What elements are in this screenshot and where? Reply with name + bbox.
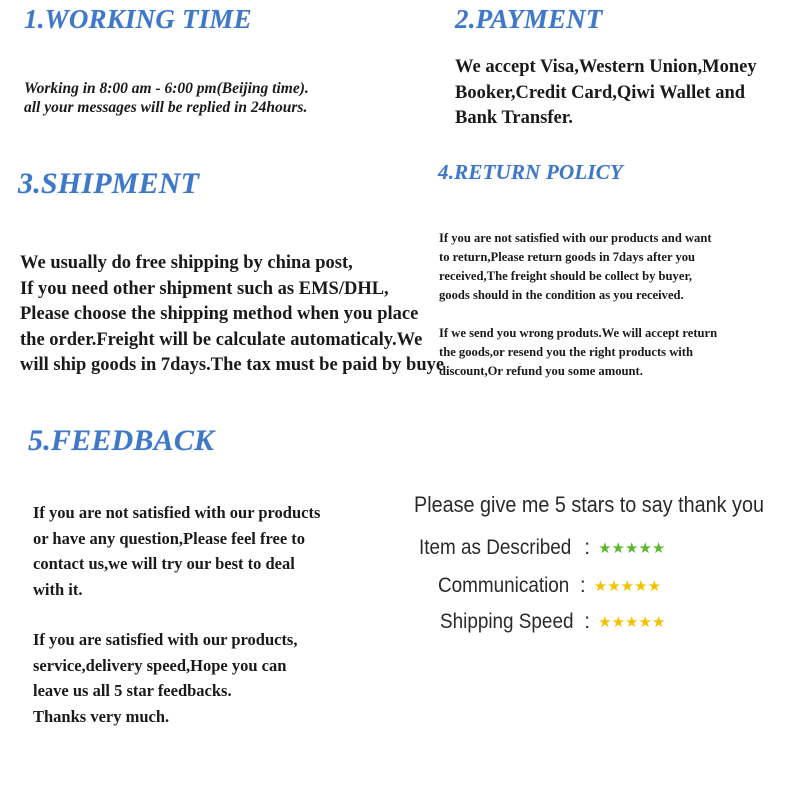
working-time-line: Working in 8:00 am - 6:00 pm(Beijing time). — [24, 80, 309, 97]
shipment-text — [20, 251, 444, 379]
shipment-line: the order.Freight will be calculate automaticaly.We — [20, 329, 423, 350]
working-time-heading: 1.WORKING TIME — [24, 4, 252, 34]
star-rating — [598, 538, 666, 557]
star-icon: ★ — [624, 538, 639, 557]
star-rating — [593, 576, 662, 595]
rating-request-title: Please give me 5 stars to say thank you — [414, 492, 764, 517]
return-policy-paragraph-2 — [439, 324, 717, 381]
star-icon: ★ — [638, 538, 652, 557]
return-policy-heading: 4.RETURN POLICY — [438, 160, 624, 184]
rating-row-item-as-described — [419, 536, 665, 560]
return-policy-line: If we send you wrong produts.We will accept return — [439, 326, 718, 340]
rating-colon: : — [584, 536, 591, 559]
feedback-line: Thanks very much. — [33, 706, 170, 726]
return-policy-line: discount,Or refund you some amount. — [439, 364, 643, 378]
payment-line: Booker,Credit Card,Qiwi Wallet and — [455, 82, 746, 103]
rating-label: Shipping Speed — [440, 610, 574, 633]
return-policy-line: to return,Please return goods in 7days after you — [439, 250, 696, 264]
working-time-line: all your messages will be replied in 24hours. — [24, 99, 308, 116]
shipment-line: Please choose the shipping method when you place — [20, 304, 419, 324]
star-icon: ★ — [607, 576, 621, 595]
star-icon: ★ — [651, 612, 666, 631]
feedback-line: with it. — [33, 579, 83, 599]
rating-colon: : — [584, 610, 591, 633]
shipment-line: If you need other shipment such as EMS/DHL, — [20, 278, 389, 299]
feedback-line: If you are satisfied with our products, — [33, 630, 298, 649]
return-policy-line: goods should in the condition as you received. — [439, 288, 684, 302]
payment-line: We accept Visa,Western Union,Money — [455, 57, 757, 77]
feedback-heading: 5.FEEDBACK — [28, 424, 215, 457]
rating-label: Item as Described — [419, 536, 572, 559]
star-icon: ★ — [638, 612, 652, 631]
shipment-heading: 3.SHIPMENT — [18, 167, 200, 200]
star-icon: ★ — [647, 576, 662, 595]
feedback-paragraph-1 — [33, 500, 320, 602]
star-icon: ★ — [634, 576, 648, 595]
payment-heading: 2.PAYMENT — [455, 4, 603, 34]
feedback-line: leave us all 5 star feedbacks. — [33, 681, 232, 700]
return-policy-line: If you are not satisfied with our products and want — [439, 231, 712, 245]
return-policy-line: received,The freight should be collect by buyer, — [439, 269, 693, 283]
return-policy-paragraph-1 — [439, 229, 712, 305]
star-icon: ★ — [611, 538, 625, 557]
feedback-line: service,delivery speed,Hope you can — [33, 655, 287, 675]
working-time-text — [24, 79, 309, 117]
feedback-line: or have any question,Please feel free to — [33, 528, 306, 548]
payment-text — [455, 55, 757, 132]
rating-row-shipping-speed — [440, 610, 665, 634]
shipment-line: will ship goods in 7days.The tax must be paid by buye — [20, 355, 445, 375]
payment-line: Bank Transfer. — [455, 108, 573, 128]
star-icon: ★ — [625, 612, 639, 631]
return-policy-line: the goods,or resend you the right products with — [439, 345, 693, 359]
feedback-line: If you are not satisfied with our products — [33, 503, 321, 522]
rating-row-communication — [438, 574, 661, 598]
feedback-line: contact us,we will try our best to deal — [33, 554, 295, 573]
star-icon: ★ — [611, 612, 626, 631]
rating-colon: : — [579, 574, 586, 597]
rating-label: Communication — [438, 574, 570, 597]
star-rating — [598, 612, 666, 631]
star-icon: ★ — [651, 538, 666, 557]
star-icon: ★ — [593, 576, 608, 595]
star-icon: ★ — [598, 538, 612, 557]
shipment-line: We usually do free shipping by china post, — [20, 253, 353, 273]
star-icon: ★ — [598, 612, 612, 631]
feedback-paragraph-2 — [33, 627, 297, 729]
star-icon: ★ — [620, 576, 635, 595]
